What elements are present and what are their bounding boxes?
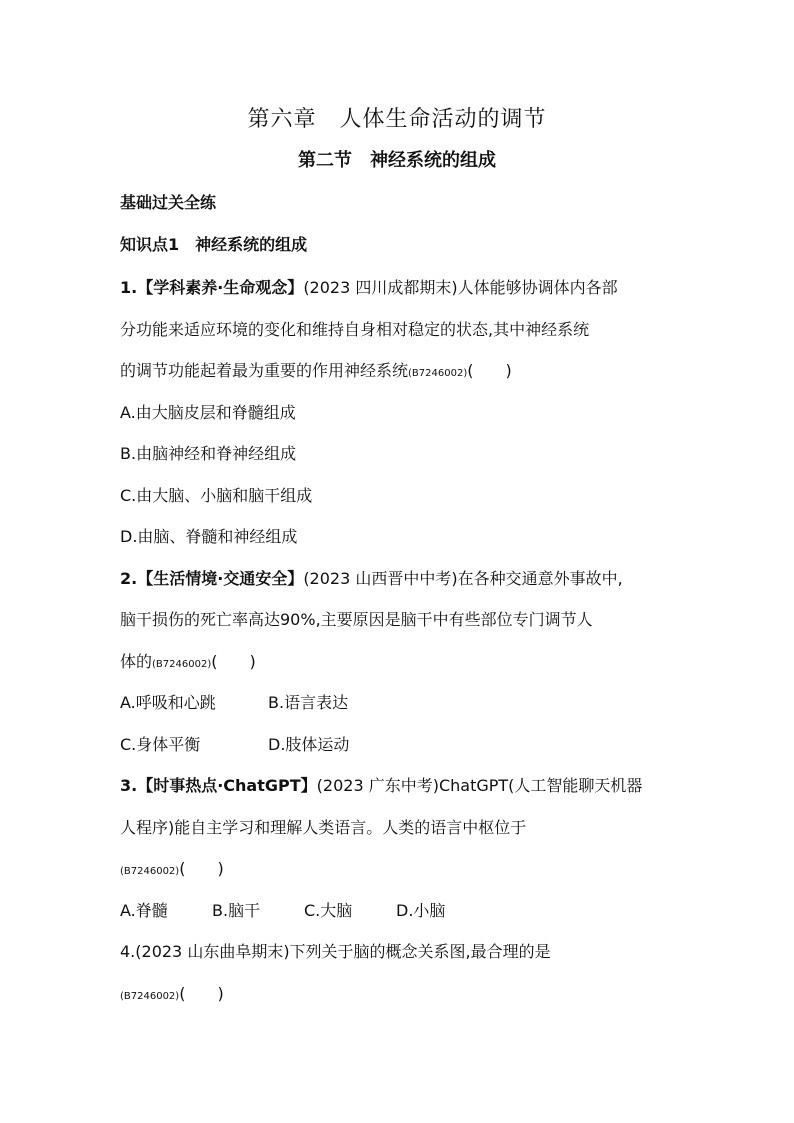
q2-line-2: 脑干损伤的死亡率高达90%,主要原因是脑干中有些部位专门调节人	[120, 610, 593, 629]
q3-option-c: C.大脑	[304, 901, 353, 920]
q3-line-2: 人程序)能自主学习和理解人类语言。人类的语言中枢位于	[120, 818, 527, 837]
q3-option-a: A.脊髓	[120, 901, 168, 920]
q2-option-b: B.语言表达	[268, 693, 349, 712]
q3-line-1	[120, 773, 642, 796]
q3-number: 3.	[120, 776, 138, 795]
q2-number: 2.	[120, 569, 138, 588]
q2-code: (B7246002)	[152, 659, 212, 670]
q4-line-2	[120, 981, 224, 1004]
q2-line-1	[120, 566, 623, 589]
q2-option-a: A.呼吸和心跳	[120, 693, 216, 712]
q3-code: (B7246002)	[120, 866, 180, 877]
q1-option-d: D.由脑、脊髓和神经组成	[120, 527, 298, 546]
q2-options-row-2	[120, 732, 349, 755]
q1-answer-paren: ( )	[467, 361, 512, 380]
q3-text-1: (2023 广东中考)ChatGPT(人工智能聊天机器	[316, 776, 643, 795]
knowledge-point-heading: 知识点1 神经系统的组成	[120, 235, 308, 254]
q3-option-b: B.脑干	[212, 901, 261, 920]
q2-option-c: C.身体平衡	[120, 735, 201, 754]
q2-text-1: (2023 山西晋中中考)在各种交通意外事故中,	[303, 569, 623, 588]
q1-line-1	[120, 275, 618, 298]
q3-answer-paren: ( )	[179, 859, 224, 878]
q4-line-1: 4.(2023 山东曲阜期末)下列关于脑的概念关系图,最合理的是	[120, 942, 551, 961]
q3-tag: 【时事热点·ChatGPT】	[137, 776, 317, 795]
q2-text-3: 体的	[120, 652, 153, 671]
q4-code: (B7246002)	[120, 991, 180, 1002]
q4-answer-paren: ( )	[179, 984, 224, 1003]
q2-answer-paren: ( )	[211, 652, 256, 671]
q1-tag: 【学科素养·生命观念】	[137, 278, 304, 297]
q1-text-3: 的调节功能起着最为重要的作用神经系统	[120, 361, 409, 380]
q3-line-3	[120, 856, 224, 879]
practice-title: 基础过关全练	[120, 193, 217, 212]
q1-code: (B7246002)	[408, 368, 468, 379]
q2-options-row-1	[120, 690, 348, 713]
q1-option-b: B.由脑神经和脊神经组成	[120, 444, 297, 463]
q2-tag: 【生活情境·交通安全】	[137, 569, 304, 588]
q1-option-a: A.由大脑皮层和脊髓组成	[120, 403, 296, 422]
section-title: 第二节 神经系统的组成	[298, 150, 496, 171]
q3-options-row	[120, 898, 445, 921]
q1-line-2: 分功能来适应环境的变化和维持自身相对稳定的状态,其中神经系统	[120, 320, 590, 339]
q3-option-d: D.小脑	[396, 901, 446, 920]
q2-option-d: D.肢体运动	[268, 735, 350, 754]
q1-number: 1.	[120, 278, 138, 297]
chapter-title: 第六章 人体生命活动的调节	[247, 107, 547, 132]
q1-text-1: (2023 四川成都期末)人体能够协调体内各部	[303, 278, 618, 297]
q1-option-c: C.由大脑、小脑和脑干组成	[120, 486, 313, 505]
q1-line-3	[120, 358, 512, 381]
q2-line-3	[120, 649, 256, 672]
